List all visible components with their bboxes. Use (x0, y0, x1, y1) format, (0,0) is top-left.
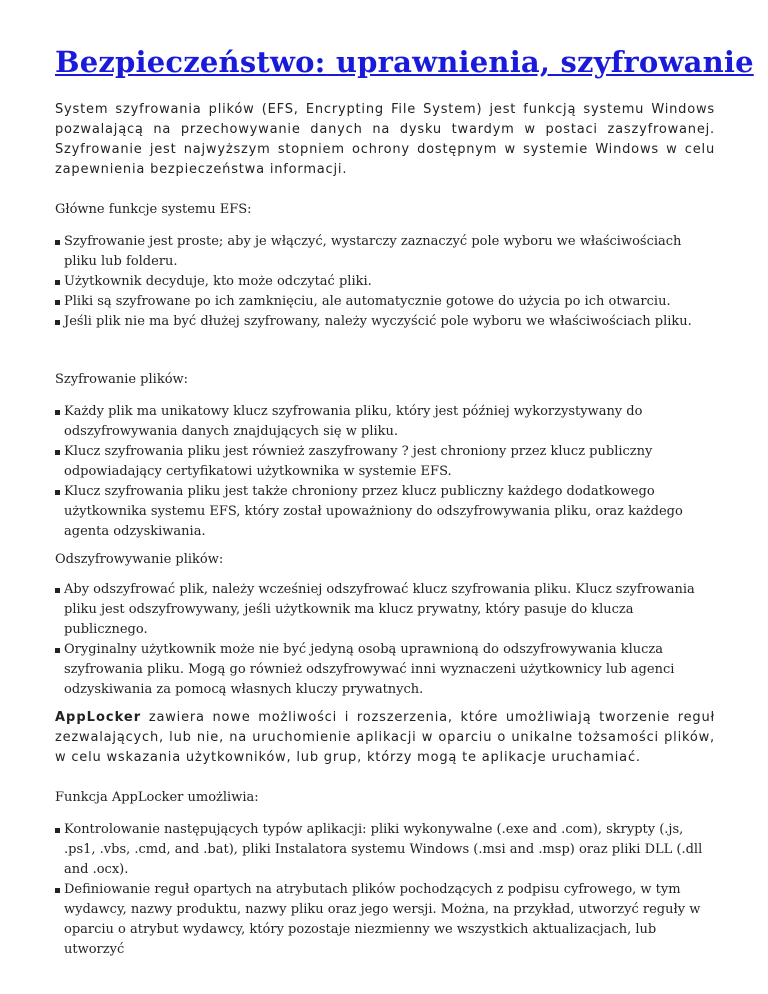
list-item: Jeśli plik nie ma być dłużej szyfrowany, należy wyczyścić pole wyboru we właściwościach pliku. (55, 312, 715, 332)
list-item: Aby odszyfrować plik, należy wcześniej odszyfrować klucz szyfrowania pliku. Klucz szyfrowania pliku jest odszyfrowywany, jeśli użytkownik ma klucz prywatny, który pasuje do klucza publicznego. (55, 580, 715, 640)
list-item: Kontrolowanie następujących typów aplikacji: pliki wykonywalne (.exe and .com), skrypty (.js, .ps1, .vbs, .cmd, and .bat), pliki Instalatora systemu Windows (.msi and .msp) oraz pliki DLL (.dll and .ocx). (55, 820, 715, 880)
list-item: Pliki są szyfrowane po ich zamknięciu, ale automatycznie gotowe do użycia po ich otwarciu. (55, 292, 715, 312)
decryption-heading: Odszyfrowywanie plików: (55, 552, 224, 567)
list-item: Klucz szyfrowania pliku jest również zaszyfrowany ? jest chroniony przez klucz publiczny odpowiadający certyfikatowi użytkownika w systemie EFS. (55, 442, 715, 482)
applocker-description: zawiera nowe możliwości i rozszerzenia, które umożliwiają tworzenie reguł zezwalających, lub nie, na uruchomienie aplikacji w oparciu o unikalne tożsamości plików, w celu wskazania użytkowników, lub grup, którzy mogą te aplikacje uruchamiać. (55, 710, 715, 765)
applocker-list (55, 820, 715, 960)
list-item: Oryginalny użytkownik może nie być jedyną osobą uprawnioną do odszyfrowywania klucza szyfrowania pliku. Mogą go również odszyfrowywać inni wyznaczeni użytkownicy lub agenci odzyskiwania za pomocą własnych kluczy prywatnych. (55, 640, 715, 700)
list-item: Klucz szyfrowania pliku jest także chroniony przez klucz publiczny każdego dodatkowego użytkownika systemu EFS, który został upoważniony do odszyfrowywania pliku, oraz każdego agenta odzyskiwania. (55, 482, 715, 542)
efs-heading: Główne funkcje systemu EFS: (55, 202, 252, 217)
applocker-heading: Funkcja AppLocker umożliwia: (55, 790, 259, 805)
encryption-list (55, 402, 715, 542)
list-item: Szyfrowanie jest proste; aby je włączyć, wystarczy zaznaczyć pole wyboru we właściwościach pliku lub folderu. (55, 232, 715, 272)
applocker-name: AppLocker (55, 710, 142, 725)
applocker-paragraph (55, 708, 715, 768)
efs-list (55, 232, 715, 332)
intro-paragraph: System szyfrowania plików (EFS, Encrypting File System) jest funkcją systemu Windows pozwalającą na przechowywanie danych na dysku twardym w postaci zaszyfrowanej. Szyfrowanie jest najwyższym stopniem ochrony dostępnym w systemie Windows w celu zapewnienia bezpieczeństwa informacji. (55, 102, 715, 177)
encryption-heading: Szyfrowanie plików: (55, 372, 189, 387)
page-title[interactable]: Bezpieczeństwo: uprawnienia, szyfrowanie (55, 45, 754, 79)
list-item: Definiowanie reguł opartych na atrybutach plików pochodzących z podpisu cyfrowego, w tym wydawcy, nazwy produktu, nazwy pliku oraz jego wersji. Można, na przykład, utworzyć reguły w oparciu o atrybut wydawcy, który pozostaje niezmienny we wszystkich aktualizacjach, lub utworzyć (55, 880, 715, 960)
list-item: Użytkownik decyduje, kto może odczytać pliki. (55, 272, 715, 292)
decryption-list (55, 580, 715, 700)
list-item: Każdy plik ma unikatowy klucz szyfrowania pliku, który jest później wykorzystywany do odszyfrowywania danych znajdujących się w pliku. (55, 402, 715, 442)
